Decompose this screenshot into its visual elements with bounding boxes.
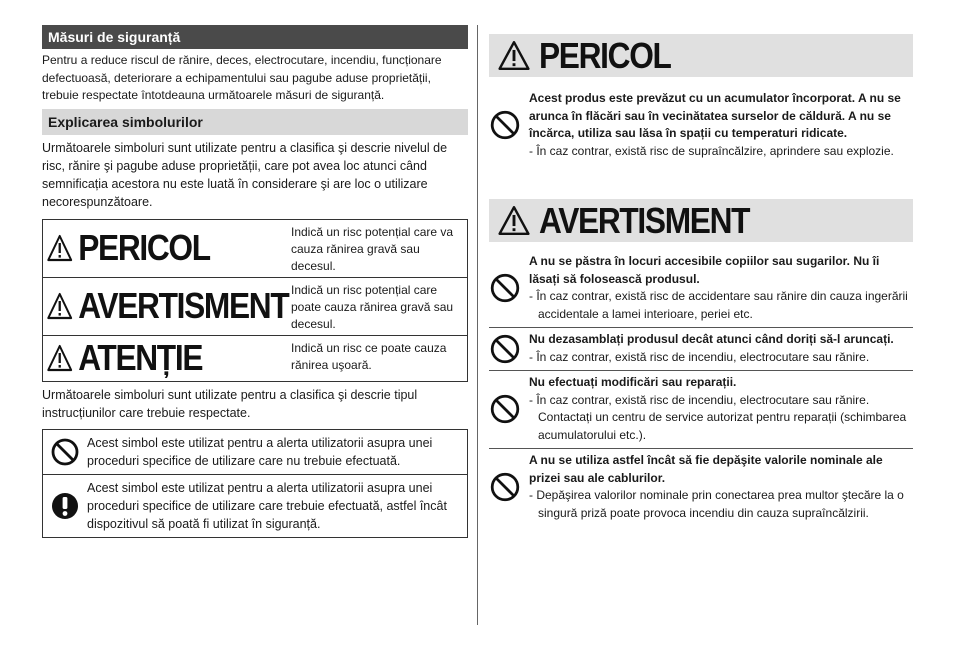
warning-item-detail: - Depăşirea valorilor nominale prin conectarea prea multor ştecăre la o singură priză poate provoca incendiu din cauza supraîncălzirii. (529, 488, 904, 520)
warning-item-heading: A nu se utiliza astfel încât să fie depăşite valorile nominale ale prizei sau ale cablurilor. (529, 453, 883, 485)
warning-banner (489, 199, 913, 242)
warning-item (489, 449, 913, 526)
signal-word-table (42, 219, 468, 382)
symbols-subtitle: Explicarea simbolurilor (42, 109, 468, 135)
right-column (489, 34, 913, 526)
signal-description: Indică un risc potențial care va cauza rănirea gravă sau decesul. (291, 224, 454, 273)
symbol-description: Acest simbol este utilizat pentru a alerta utilizatorii asupra unei proceduri specifice de utilizare care nu trebuie efectuată. (87, 435, 433, 468)
column-divider (477, 25, 478, 625)
section-title: Măsuri de siguranță (42, 25, 468, 49)
prohibition-icon (489, 109, 521, 141)
warning-triangle-icon (47, 292, 73, 320)
left-column (42, 25, 468, 538)
danger-item-heading: Acest produs este prevăzut cu un acumulator încorporat. A nu se arunca în flăcări sau în vecinătatea surselor de căldură. A nu se încărca, utiliza sau lăsa în spații cu temperaturi ridicate. (529, 91, 901, 140)
prohibition-icon (489, 333, 521, 365)
warning-triangle-icon (497, 205, 531, 236)
warning-list (489, 250, 913, 526)
signal-word: AVERTISMENT (78, 285, 289, 326)
signal-row-warning (43, 278, 467, 336)
danger-item-detail: - În caz contrar, există risc de supraîncălzire, aprindere sau explozie. (529, 143, 894, 158)
danger-item (489, 87, 913, 164)
symbol-row-prohibition (43, 430, 467, 475)
symbols-explanation: Următoarele simboluri sunt utilizate pentru a clasifica şi descrie nivelul de risc, rănire şi pagube aduse proprietății, care pot avea loc atunci când semnificația acestora nu este luată în considerare şi are loc o utilizare necorespunzătoare. (42, 140, 448, 209)
signal-description: Indică un risc ce poate cauza rănirea uşoară. (291, 340, 447, 372)
warning-item-heading: A nu se păstra în locuri accesibile copiilor sau sugarilor. Nu îi lăsați să folosească produsul. (529, 254, 880, 286)
signal-word: PERICOL (78, 227, 210, 268)
prohibition-icon (489, 471, 521, 503)
danger-banner (489, 34, 913, 77)
signal-row-caution (43, 336, 467, 381)
warning-item (489, 250, 913, 328)
warning-item-detail: - În caz contrar, există risc de accidentare sau rănire din cauza ingerării accidentale a lamei interioare, periei etc. (529, 289, 908, 321)
warning-item-detail: - În caz contrar, există risc de incendiu, electrocutare sau rănire. (529, 349, 870, 364)
warning-item-heading: Nu efectuați modificări sau reparații. (529, 375, 737, 389)
warning-item (489, 371, 913, 449)
prohibition-icon (489, 393, 521, 425)
warning-item-heading: Nu dezasamblați produsul decât atunci când doriți să-l aruncați. (529, 332, 894, 346)
mandatory-icon (50, 491, 80, 521)
warning-item-detail: - În caz contrar, există risc de incendiu, electrocutare sau rănire. Contactați un centru de service autorizat pentru reparații (schimbarea acumulatorului etc.). (529, 392, 907, 442)
prohibition-icon (50, 437, 80, 467)
signal-word: ATENȚIE (78, 337, 203, 378)
symbol-table (42, 429, 468, 538)
danger-list (489, 87, 913, 164)
danger-title: PERICOL (539, 34, 671, 76)
signal-description: Indică un risc potențial care poate cauza rănirea gravă sau decesul. (291, 282, 454, 331)
symbol-description: Acest simbol este utilizat pentru a alerta utilizatorii asupra unei proceduri specifice de utilizare care trebuie efectuată, astfel încât dispozitivul să poată fi utilizat în siguranță. (87, 480, 447, 531)
instruction-types-intro: Următoarele simboluri sunt utilizate pentru a clasifica şi descrie tipul instrucțiunilor care trebuie respectate. (42, 387, 418, 420)
warning-title: AVERTISMENT (539, 199, 750, 241)
warning-item (489, 328, 913, 371)
warning-triangle-icon (47, 344, 73, 372)
signal-row-danger (43, 220, 467, 278)
symbol-row-mandatory (43, 475, 467, 537)
safety-intro: Pentru a reduce riscul de rănire, deces, electrocutare, incendiu, funcționare defectuoasă, deteriorare a echipamentului sau pagube aduse proprietății, trebuie respectate întotdeauna următoarele măsuri de siguranță. (42, 53, 442, 102)
prohibition-icon (489, 272, 521, 304)
warning-triangle-icon (497, 40, 531, 71)
warning-triangle-icon (47, 234, 73, 262)
